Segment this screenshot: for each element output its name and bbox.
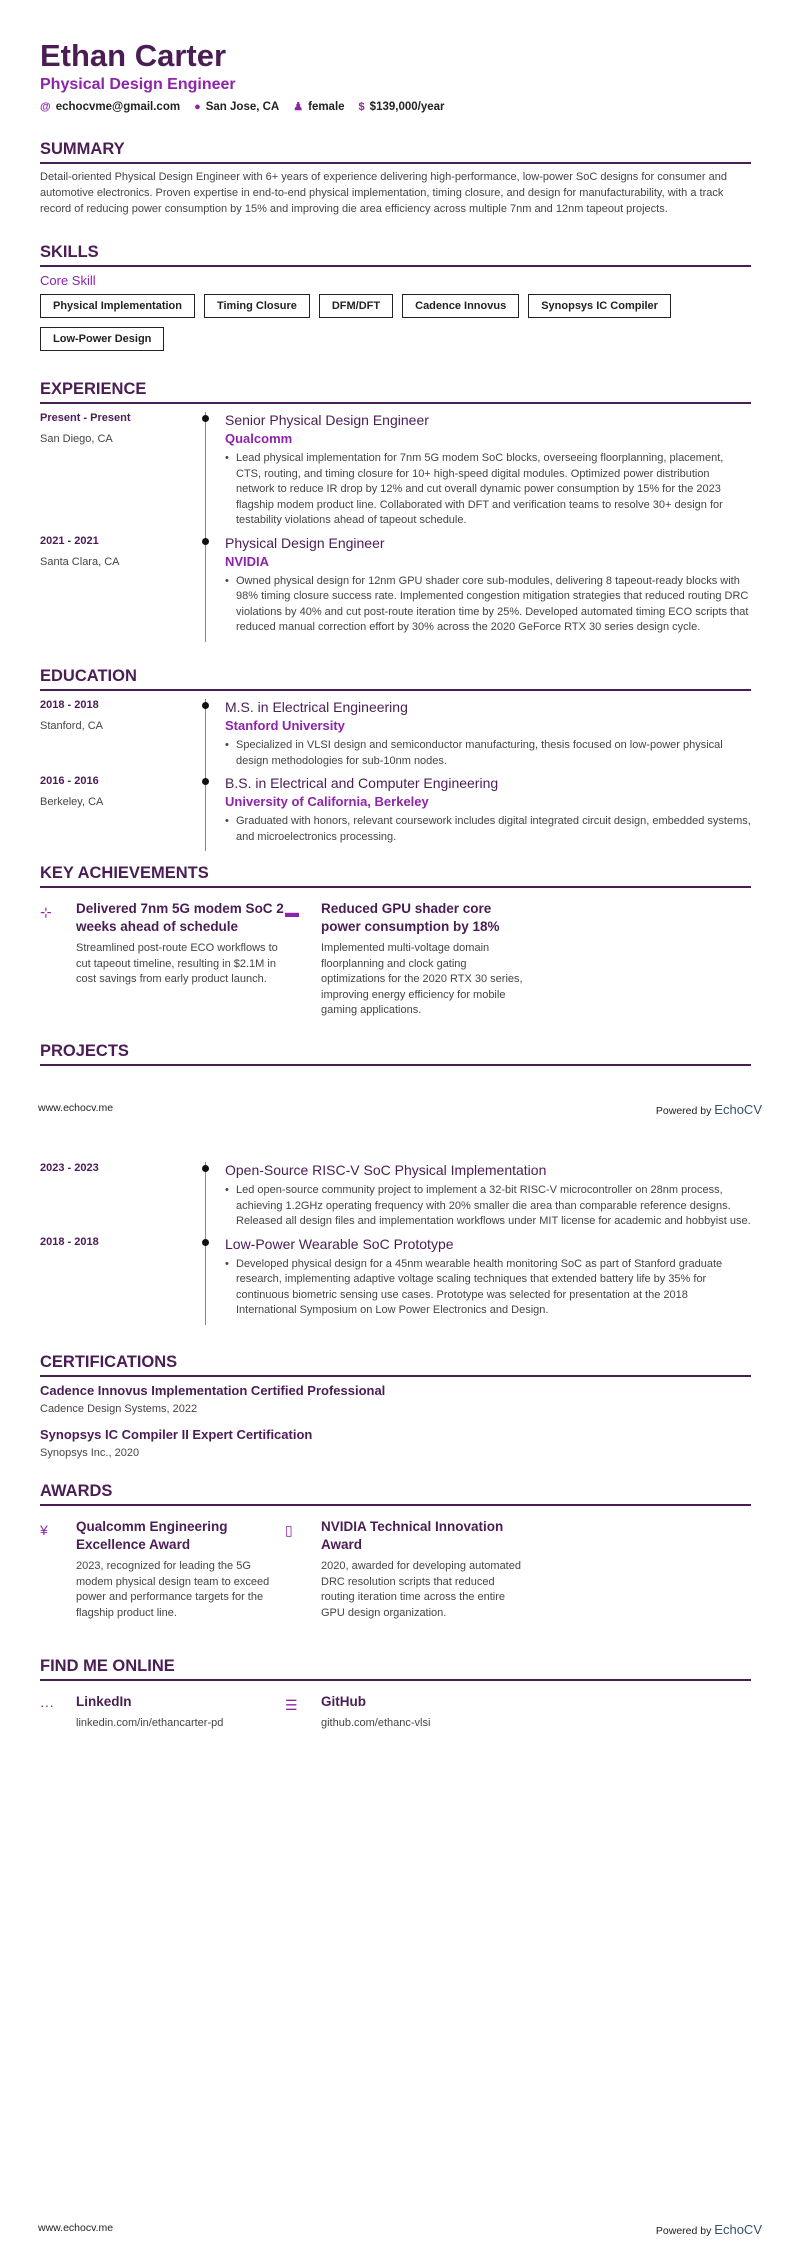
project-title: Low-Power Wearable SoC Prototype — [225, 1235, 454, 1252]
timeline-dot — [205, 699, 206, 775]
document-search-icon: ▯ — [285, 1522, 293, 1538]
section-heading: EXPERIENCE — [40, 380, 751, 404]
entry-org: Qualcomm — [225, 431, 293, 446]
cert-issuer: Cadence Design Systems, 2022 — [40, 1403, 198, 1415]
page-footer — [38, 1102, 762, 1117]
footer-powered: Powered by EchoCV — [655, 1102, 762, 1117]
certifications-section — [40, 1353, 751, 1459]
project-entry — [40, 1162, 751, 1236]
entry-dates: 2018 - 2018 — [40, 1235, 99, 1248]
link-label: GitHub — [321, 1694, 366, 1709]
education-entry — [40, 699, 751, 775]
summary-text: Detail-oriented Physical Design Engineer with 6+ years of experience delivering high-performance, low-power SoC designs for consumer and automotive electronics. Proven expertise in end-to-end physical implementation, timing closure, and design for manufacturability, with a track record of reducing power consumption by 15% and improving die area efficiency across multiple 7nm and 12nm tapeout projects. — [40, 171, 727, 215]
achievement-text: Streamlined post-route ECO workflows to cut tapeout timeline, resulting in $2.1M in cost savings from early product launch. — [76, 942, 278, 985]
section-heading: AWARDS — [40, 1482, 751, 1506]
section-heading: CERTIFICATIONS — [40, 1353, 751, 1377]
entry-location: San Diego, CA — [40, 433, 113, 445]
at-icon: @ — [40, 100, 51, 113]
experience-entry — [40, 535, 751, 642]
section-heading: SUMMARY — [40, 140, 751, 164]
page-footer — [38, 2222, 762, 2237]
cert-issuer: Synopsys Inc., 2020 — [40, 1447, 140, 1459]
summary-section — [40, 140, 751, 217]
achievement-card — [285, 900, 530, 1019]
timeline-dot — [205, 775, 206, 851]
online-section — [40, 1657, 751, 1732]
location: ● San Jose, CA — [194, 100, 280, 113]
skills-section — [40, 243, 751, 351]
entry-role: Physical Design Engineer — [225, 534, 385, 551]
achievement-text: Implemented multi-voltage domain floorplanning and clock gating optimizations for the 2020 RTX 30 series, improving energy efficiency for mobile gaming applications. — [321, 942, 523, 1016]
job-title: Physical Design Engineer — [40, 76, 236, 93]
yen-coin-icon: ¥ — [40, 1522, 48, 1538]
cert-name: Cadence Innovus Implementation Certified Professional — [40, 1383, 386, 1398]
education-section — [40, 667, 751, 851]
entry-bullet: • Specialized in VLSI design and semiconductor manufacturing, thesis focused on low-power physical design methodologies for sub-10nm nodes. — [225, 738, 751, 769]
education-entry — [40, 775, 751, 851]
entry-location: Stanford, CA — [40, 720, 103, 732]
brand-logo: EchoCV — [714, 2222, 762, 2237]
award-title: NVIDIA Technical Innovation Award — [321, 1519, 504, 1552]
achievement-title: Reduced GPU shader core power consumption by 18% — [321, 901, 500, 934]
battery-icon: ▬ — [285, 904, 299, 920]
section-heading: PROJECTS — [40, 1042, 751, 1066]
target-icon: ⊹ — [40, 904, 52, 920]
projects-list — [40, 1162, 751, 1325]
entry-org: NVIDIA — [225, 553, 270, 569]
achievement-title: Delivered 7nm 5G modem SoC 2 weeks ahead of schedule — [76, 901, 284, 934]
email[interactable]: @ echocvme@gmail.com — [40, 100, 181, 113]
footer-powered: Powered by EchoCV — [655, 2222, 762, 2237]
entry-role: Senior Physical Design Engineer — [225, 412, 429, 428]
award-text: 2023, recognized for leading the 5G modem physical design team to exceed power and performance targets for the flagship product line. — [76, 1560, 270, 1619]
skill-chip: Physical Implementation — [40, 294, 195, 318]
section-heading: EDUCATION — [40, 667, 751, 691]
entry-location: Berkeley, CA — [40, 796, 104, 808]
entry-dates: 2021 - 2021 — [40, 534, 99, 547]
link-label: LinkedIn — [76, 1694, 132, 1709]
awards-section — [40, 1482, 751, 1621]
entry-dates: 2016 - 2016 — [40, 775, 99, 787]
dots-icon: ··· — [40, 1697, 54, 1713]
entry-bullet: • Lead physical implementation for 7nm 5G modem SoC blocks, overseeing floorplanning, placement, CTS, routing, and timing closure for 10+ high-speed digital modules. Optimized power distribution network to reduce IR drop by 12% and cut overall dynamic power consumption by 15% for the 2023 flagship modem product line. Collaborated with DFT and verification teams to resolve 30+ design for testability violations ahead of tapeout schedule. — [225, 451, 751, 529]
online-link[interactable] — [40, 1693, 285, 1732]
map-pin-icon: ● — [194, 100, 201, 113]
timeline-dot — [205, 1236, 206, 1325]
entry-bullet: • Developed physical design for a 45nm wearable health monitoring SoC as part of Stanford graduate research, implementing adaptive voltage scaling techniques that extended battery life by 35% for continuous biometric sensing use cases. Prototype was selected for presentation at the 2018 International Symposium on Low Power Electronics and Design. — [225, 1257, 751, 1319]
timeline-dot — [205, 535, 206, 642]
entry-bullet: • Led open-source community project to implement a 32-bit RISC-V microcontroller on 28nm process, achieving 1.2GHz operating frequency with 20% smaller die area than comparable reference designs. Released all design files and implementation workflows under MIT license for academic and hobbyist use. — [225, 1183, 751, 1230]
entry-bullet: • Graduated with honors, relevant coursework includes digital integrated circuit design, embedded systems, and microelectronics processing. — [225, 814, 751, 845]
gender: ♟ female — [293, 101, 345, 113]
online-link[interactable] — [285, 1693, 530, 1732]
timeline-dot — [205, 412, 206, 535]
salary: $ $139,000/year — [358, 100, 445, 113]
achievements-section — [40, 864, 751, 1019]
footer-site-link[interactable]: www.echocv.me — [38, 2222, 114, 2234]
experience-entry — [40, 412, 751, 535]
projects-section — [40, 1042, 751, 1066]
achievement-card — [40, 900, 285, 1019]
entry-degree: B.S. in Electrical and Computer Engineering — [225, 775, 499, 791]
skill-chip: Cadence Innovus — [402, 294, 519, 318]
award-text: 2020, awarded for developing automated DRC resolution scripts that reduced routing iteration time across the entire GPU design organization. — [321, 1560, 521, 1619]
entry-dates: 2018 - 2018 — [40, 699, 99, 711]
skill-chip: Low-Power Design — [40, 327, 164, 351]
timeline-dot — [205, 1162, 206, 1236]
skill-group-label: Core Skill — [40, 273, 96, 288]
link-url[interactable]: linkedin.com/in/ethancarter-pd — [76, 1717, 224, 1729]
contact-row — [40, 100, 751, 113]
link-url[interactable]: github.com/ethanc-vlsi — [321, 1717, 431, 1729]
entry-school: Stanford University — [225, 718, 345, 733]
award-card — [40, 1518, 285, 1621]
entry-dates: 2023 - 2023 — [40, 1162, 99, 1174]
footer-site-link[interactable]: www.echocv.me — [38, 1102, 114, 1114]
skill-chip: Timing Closure — [204, 294, 310, 318]
project-entry — [40, 1236, 751, 1325]
skill-chip: Synopsys IC Compiler — [528, 294, 671, 318]
entry-degree: M.S. in Electrical Engineering — [225, 699, 408, 715]
menu-lines-icon: ☰ — [285, 1697, 298, 1713]
entry-bullet: • Owned physical design for 12nm GPU shader core sub-modules, delivering 8 tapeout-ready blocks with 98% timing closure success rate. Implemented congestion mitigation strategies that reduced routing DRC violations by 40% and cut post-route iteration time by 25%. Developed automated timing ECO scripts that reduced manual correction effort by 30% across the 2020 GeForce RTX 30 series design cycle. — [225, 574, 751, 636]
award-title: Qualcomm Engineering Excellence Award — [76, 1519, 228, 1552]
entry-dates: Present - Present — [40, 412, 131, 424]
skill-chips — [40, 294, 751, 351]
entry-school: University of California, Berkeley — [225, 794, 429, 809]
cert-name: Synopsys IC Compiler II Expert Certification — [40, 1427, 313, 1442]
candidate-name: Ethan Carter — [40, 38, 227, 73]
section-heading: KEY ACHIEVEMENTS — [40, 864, 751, 888]
section-heading: SKILLS — [40, 243, 751, 267]
resume-header — [40, 38, 751, 113]
entry-location: Santa Clara, CA — [40, 555, 120, 568]
project-title: Open-Source RISC-V SoC Physical Implementation — [225, 1162, 547, 1178]
brand-logo: EchoCV — [714, 1102, 762, 1117]
award-card — [285, 1518, 530, 1621]
experience-section — [40, 380, 751, 642]
section-heading: FIND ME ONLINE — [40, 1657, 751, 1681]
skill-chip: DFM/DFT — [319, 294, 393, 318]
dollar-icon: $ — [358, 100, 365, 113]
person-icon: ♟ — [293, 101, 304, 113]
